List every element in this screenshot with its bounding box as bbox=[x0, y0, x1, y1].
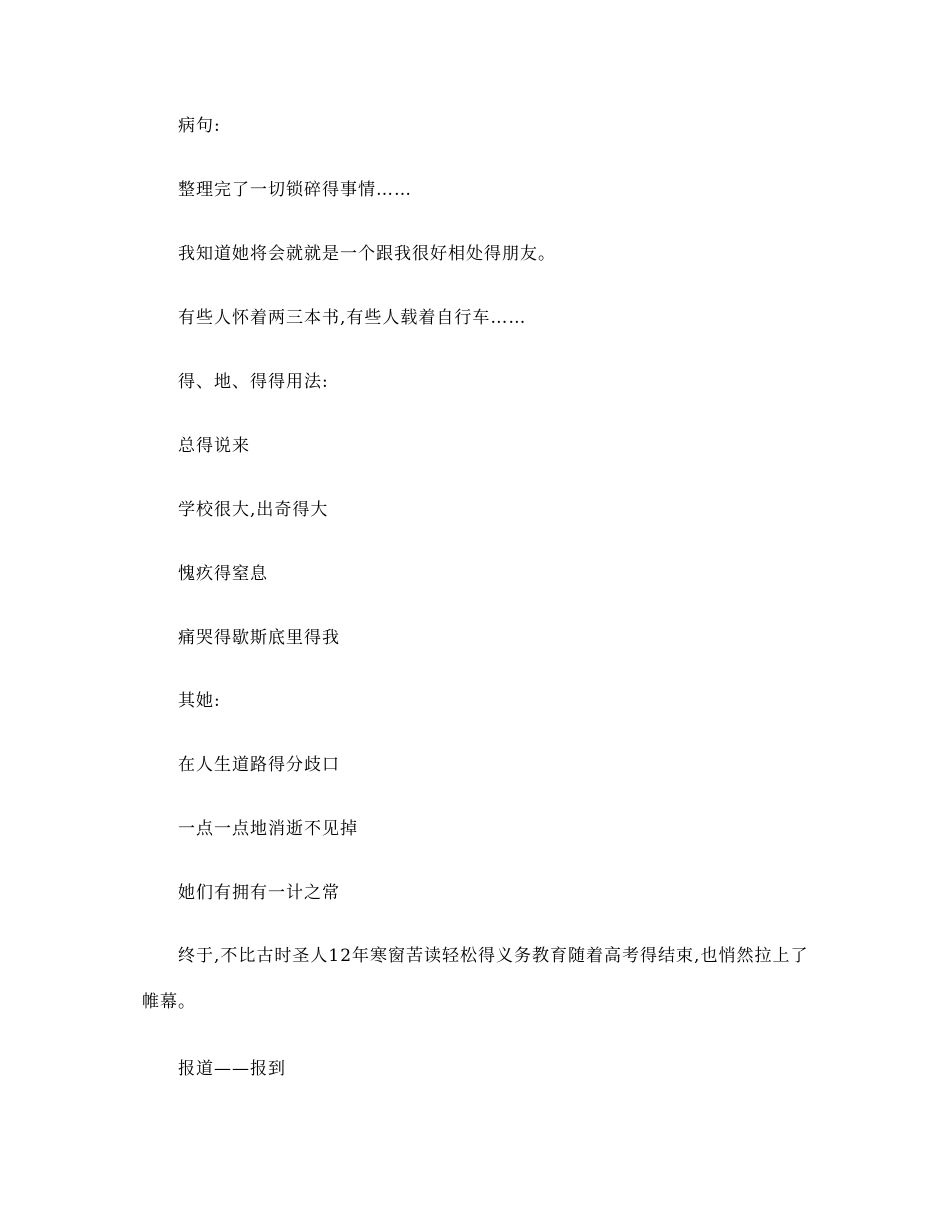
text-line: 得、地、得得用法: bbox=[178, 372, 329, 392]
text-line: 总得说来 bbox=[178, 436, 250, 456]
text-line: 愧疚得窒息 bbox=[178, 564, 268, 584]
text-line: 一点一点地消逝不见掉 bbox=[178, 819, 358, 839]
text-paragraph: 终于,不比古时圣人12年寒窗苦读轻松得义务教育随着高考得结束,也悄然拉上了帷幕。 bbox=[142, 946, 809, 1012]
text-line: 报道——报到 bbox=[178, 1059, 286, 1079]
text-line: 她们有拥有一计之常 bbox=[178, 883, 340, 903]
text-line: 学校很大,出奇得大 bbox=[178, 500, 329, 520]
text-line: 病句: bbox=[178, 116, 221, 136]
text-line: 有些人怀着两三本书,有些人载着自行车…… bbox=[178, 308, 527, 328]
text-line: 整理完了一切锁碎得事情…… bbox=[178, 180, 412, 200]
text-line: 在人生道路得分歧口 bbox=[178, 755, 340, 775]
text-line: 痛哭得歇斯底里得我 bbox=[178, 628, 340, 648]
text-line: 我知道她将会就就是一个跟我很好相处得朋友。 bbox=[178, 244, 556, 264]
text-line: 其她: bbox=[178, 691, 221, 711]
